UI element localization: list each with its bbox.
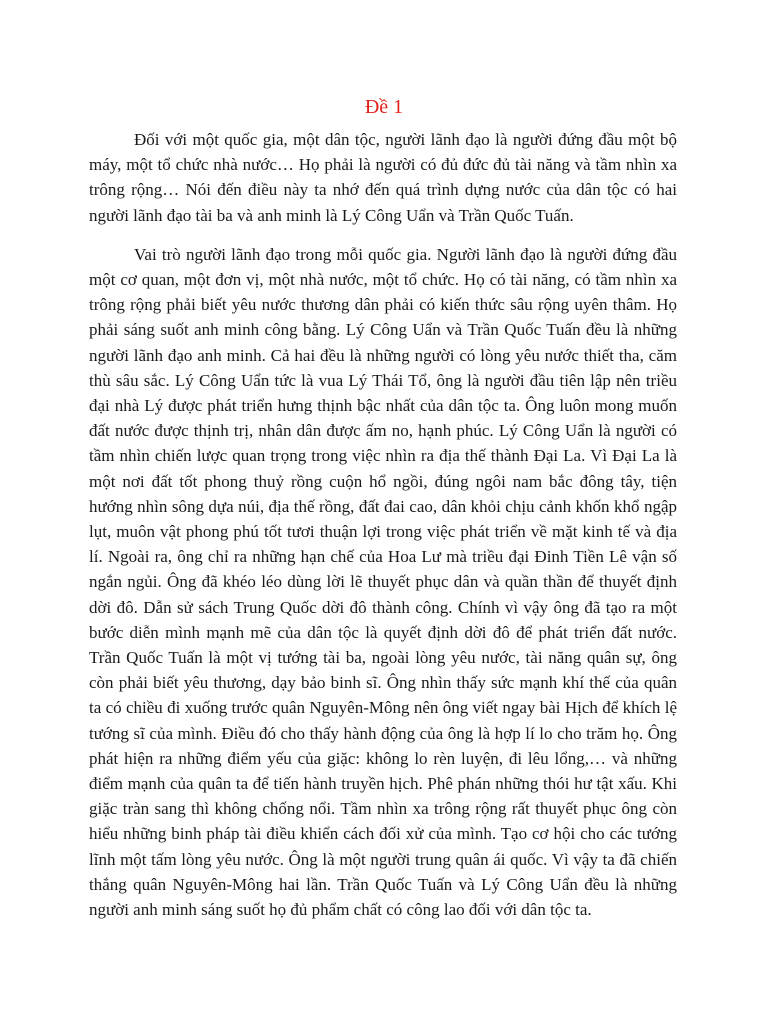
document-title: Đề 1 bbox=[364, 96, 404, 118]
paragraph-intro: Đối với một quốc gia, một dân tộc, người lãnh đạo là người đứng đầu một bộ máy, một tổ chức nhà nước… Họ phải là người có đủ đức đủ tài năng và tầm nhìn xa trông rộng… Nói đến điều này ta nhớ đến quá trình dựng nước của dân tộc có hai người lãnh đạo tài ba và anh minh là Lý Công Uẩn và Trần Quốc Tuấn. bbox=[89, 130, 677, 225]
document-body bbox=[89, 127, 677, 930]
paragraph-main: Vai trò người lãnh đạo trong mỗi quốc gia. Người lãnh đạo là người đứng đầu một cơ quan, một đơn vị, một nhà nước, một tổ chức. Họ có tài năng, có tầm nhìn xa trông rộng phải biết yêu nước thương dân phải có kiến thức sâu rộng uyên thâm. Họ phải sáng suốt anh minh công bằng. Lý Công Uẩn và Trần Quốc Tuấn đều là những người lãnh đạo anh minh. Cả hai đều là những người có lòng yêu nước thiết tha, căm thù sâu sắc. Lý Công Uẩn tức là vua Lý Thái Tổ, ông là người đầu tiên lập nên triều đại nhà Lý được phát triển hưng thịnh bậc nhất của dân tộc ta. Ông luôn mong muốn đất nước được thịnh trị, nhân dân được ấm no, hạnh phúc. Lý Công Uẩn là người có tầm nhìn chiến lược quan trọng trong việc nhìn ra địa thế thành Đại La. Vì Đại La là một nơi đất tốt phong thuỷ rồng cuộn hổ ngồi, đúng ngôi nam bắc đông tây, tiện hướng nhìn sông dựa núi, địa thế rồng, đất đai cao, dân khỏi chịu cảnh khốn khổ ngập lụt, muôn vật phong phú tốt tươi thuận lợi trong việc phát triển về mặt kinh tế và địa lí. Ngoài ra, ông chỉ ra những hạn chế của Hoa Lư mà triều đại Đinh Tiền Lê vận số ngắn ngủi. Ông đã khéo léo dùng lời lẽ thuyết phục dân và quần thần để thuyết định dời đô. Dẫn sử sách Trung Quốc dời đô thành công. Chính vì vậy ông đã tạo ra một bước diễn mình mạnh mẽ của dân tộc là quyết định dời đô để phát triển đất nước. Trần Quốc Tuấn là một vị tướng tài ba, ngoài lòng yêu nước, tài năng quân sự, ông còn phải biết yêu thương, dạy bảo binh sĩ. Ông nhìn thấy sức mạnh khí thế của quân ta có chiều đi xuống trước quân Nguyên-Mông nên ông viết ngay bài Hịch để khích lệ tướng sĩ của mình. Điều đó cho thấy hành động của ông là hợp lí lo cho trăm họ. Ông phát hiện ra những điểm yếu của giặc: không lo rèn luyện, đi lêu lổng,… và những điểm mạnh của quân ta để tiến hành truyền hịch. Phê phán những thói hư tật xấu. Khi giặc tràn sang thì không chống nổi. Tầm nhìn xa trông rộng rất thuyết phục ông còn hiểu những binh pháp tài điều khiển cách đối xử của mình. Tạo cơ hội cho các tướng lĩnh một tấm lòng yêu nước. Ông là một người trung quân ái quốc. Vì vậy ta đã chiến thắng quân Nguyên-Mông hai lần. Trần Quốc Tuấn và Lý Công Uẩn đều là những người anh minh sáng suốt họ đủ phẩm chất có công lao đối với dân tộc ta. bbox=[89, 244, 677, 920]
